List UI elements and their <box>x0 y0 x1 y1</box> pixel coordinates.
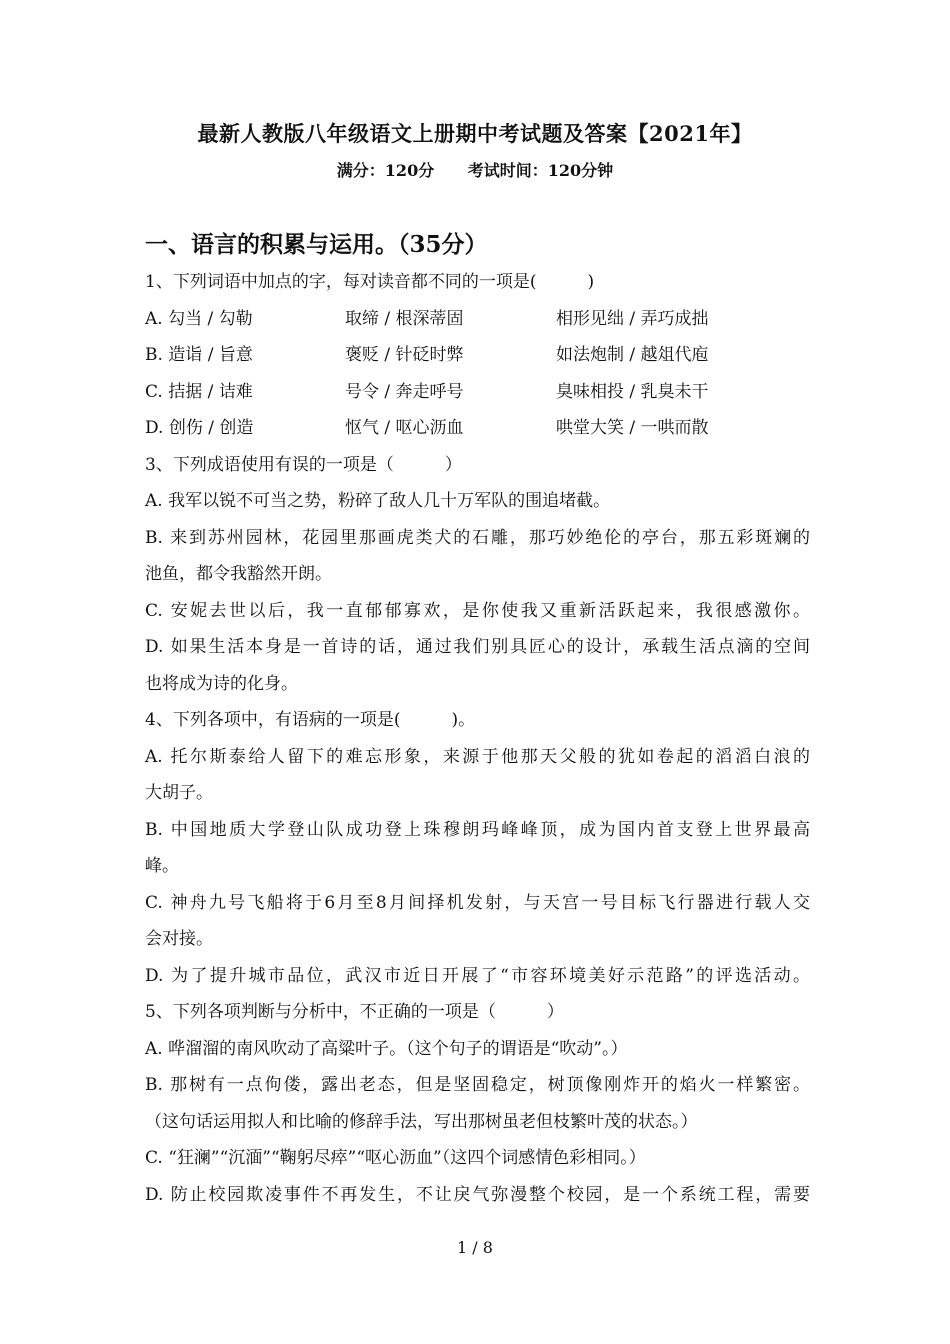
question-3-stem: 3、下列成语使用有误的一项是（ ） <box>145 454 462 475</box>
question-3-option-b: B. 来到苏州园林，花园里那画虎类犬的石雕，那巧妙绝伦的亭台，那五彩斑斓的 <box>145 527 810 548</box>
question-3-option-d: D. 如果生活本身是一首诗的话，通过我们别具匠心的设计，承载生活点滴的空间 <box>145 637 810 657</box>
question-4-option-a-cont: 大胡子。 <box>145 783 213 803</box>
questions <box>145 264 810 1213</box>
exam-time: 考试时间：120分钟 <box>467 161 614 180</box>
question-5-option-d: D. 防止校园欺凌事件不再发生，不让戾气弥漫整个校园，是一个系统工程，需要 <box>145 1184 810 1205</box>
option-cell: D. 创伤 / 创造 <box>145 418 254 438</box>
question-3-option-b-cont: 池鱼，都令我豁然开朗。 <box>145 564 332 584</box>
question-4-option-b: B. 中国地质大学登山队成功登上珠穆朗玛峰峰顶，成为国内首支登上世界最高 <box>145 819 810 840</box>
option-cell: 相形见绌 / 弄巧成拙 <box>556 308 709 329</box>
option-cell: 取缔 / 根深蒂固 <box>345 308 464 329</box>
option-cell: 怄气 / 呕心沥血 <box>345 418 464 438</box>
option-cell: 哄堂大笑 / 一哄而散 <box>556 418 709 438</box>
question-5-option-a: A. 哗溜溜的南风吹动了高粱叶子。（这个句子的谓语是“吹动”。） <box>145 1038 628 1059</box>
question-3-option-c: C. 安妮去世以后，我一直郁郁寡欢，是你使我又重新活跃起来，我很感激你。 <box>145 600 810 621</box>
section-heading: 一、语言的积累与运用。（35分） <box>145 231 488 258</box>
option-cell: 褒贬 / 针砭时弊 <box>345 345 464 365</box>
question-4-option-b-cont: 峰。 <box>145 856 179 876</box>
option-cell: 臭味相投 / 乳臭未干 <box>556 381 709 402</box>
page-title: 最新人教版八年级语文上册期中考试题及答案【2021年】 <box>197 121 753 146</box>
question-5-stem: 5、下列各项判断与分析中，不正确的一项是（ ） <box>145 1002 564 1022</box>
question-1-option-a <box>145 301 810 338</box>
option-cell: B. 造诣 / 旨意 <box>145 345 253 365</box>
question-4-option-c-cont: 会对接。 <box>145 929 213 949</box>
question-4-option-d: D. 为了提升城市品位，武汉市近日开展了“市容环境美好示范路”的评选活动。 <box>145 965 810 986</box>
question-1-stem: 1、下列词语中加点的字，每对读音都不同的一项是( ) <box>145 272 595 292</box>
option-cell: 如法炮制 / 越俎代庖 <box>556 345 709 365</box>
question-1-option-d <box>145 410 810 447</box>
option-cell: 号令 / 奔走呼号 <box>345 381 464 402</box>
page-number: 1 / 8 <box>457 1238 493 1257</box>
question-5-option-b-cont: （这句话运用拟人和比喻的修辞手法，写出那树虽老但枝繁叶茂的状态。） <box>145 1111 698 1132</box>
full-score: 满分：120分 <box>336 161 435 180</box>
question-4-option-a: A. 托尔斯泰给人留下的难忘形象，来源于他那天父般的犹如卷起的滔滔白浪的 <box>145 746 810 767</box>
exam-info <box>0 158 950 181</box>
option-cell: C. 拮据 / 诘难 <box>145 381 253 402</box>
question-4-stem: 4、下列各项中，有语病的一项是( )。 <box>145 710 476 730</box>
question-4-option-c: C. 神舟九号飞船将于6月至8月间择机发射，与天宫一号目标飞行器进行载人交 <box>145 892 810 913</box>
question-3-option-a: A. 我军以锐不可当之势，粉碎了敌人几十万军队的围追堵截。 <box>145 491 611 511</box>
question-1-option-b <box>145 337 810 374</box>
option-cell: A. 勾当 / 勾勒 <box>145 308 253 329</box>
question-5-option-b: B. 那树有一点佝偻，露出老态，但是坚固稳定，树顶像刚炸开的焰火一样繁密。 <box>145 1075 810 1095</box>
question-1-option-c <box>145 374 810 411</box>
question-3-option-d-cont: 也将成为诗的化身。 <box>145 673 298 694</box>
question-5-option-c: C. “狂澜”“沉湎”“鞠躬尽瘁”“呕心沥血”（这四个词感情色彩相同。） <box>145 1148 646 1168</box>
